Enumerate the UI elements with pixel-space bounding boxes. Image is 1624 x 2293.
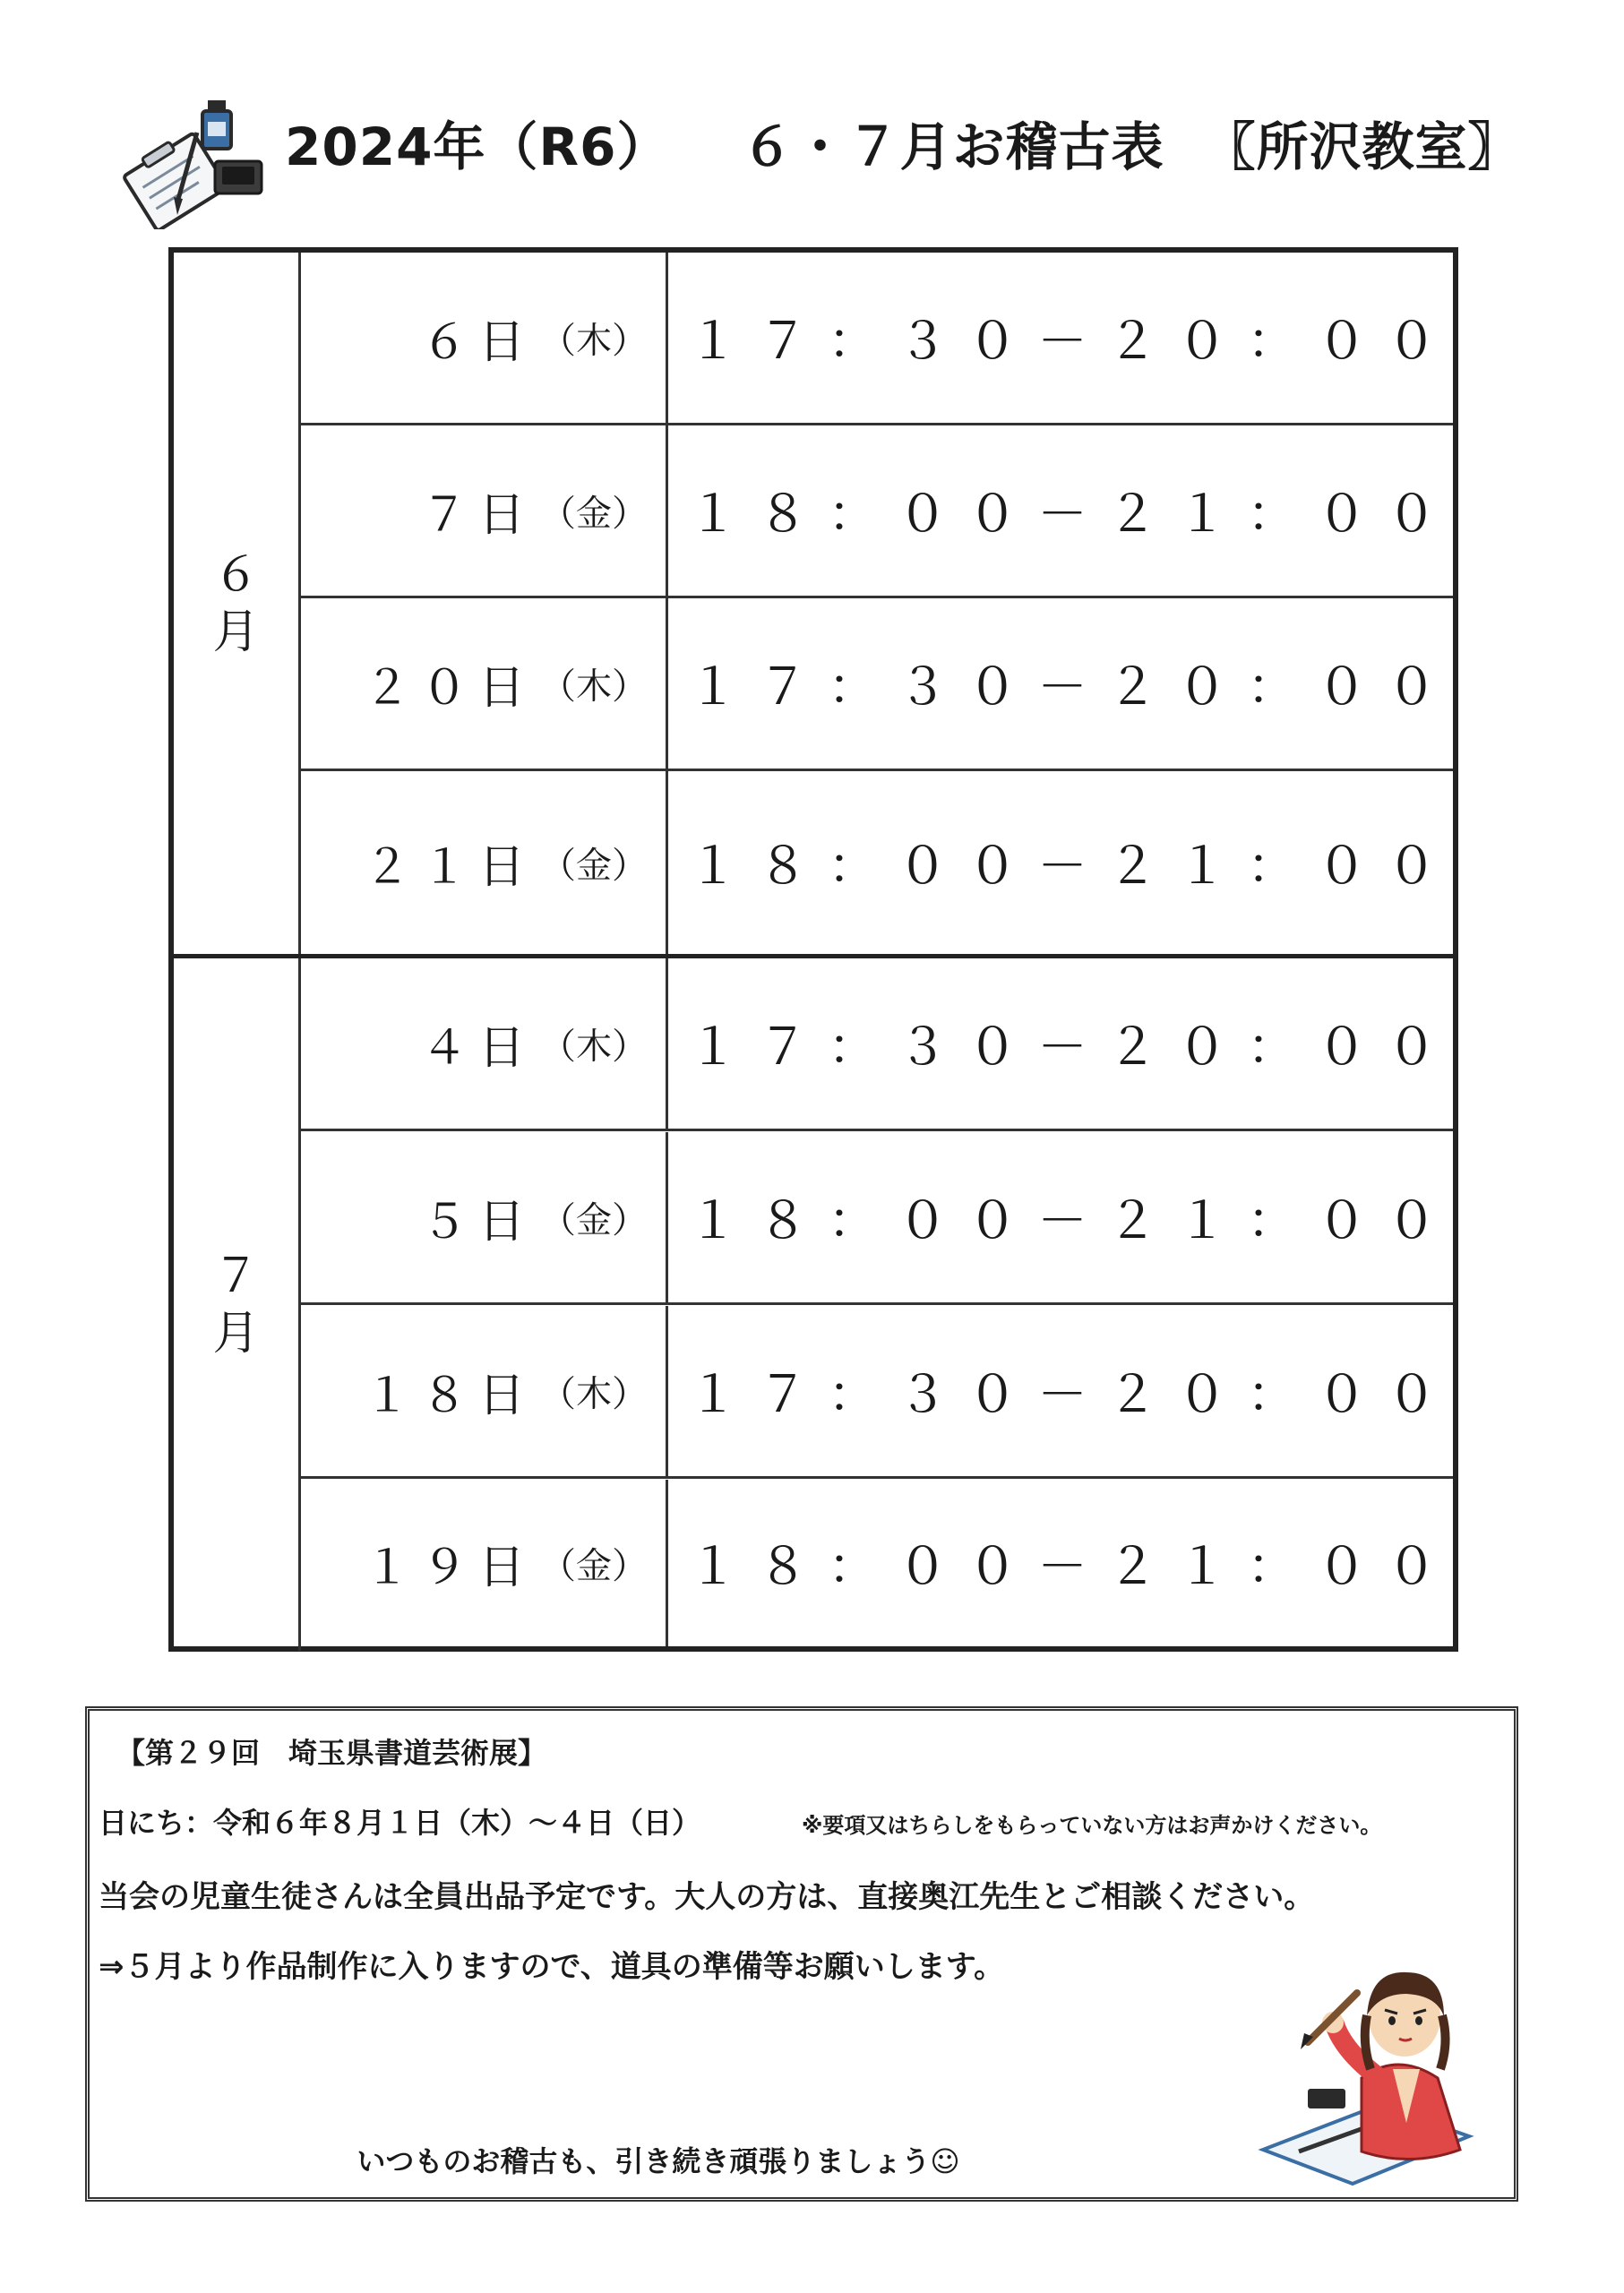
time-text: １７：３０－２０：００ (688, 658, 1456, 717)
date-cell (301, 958, 668, 1129)
weekday-text: （木） (540, 1373, 648, 1415)
month-cell (174, 253, 301, 954)
page-title (285, 116, 1521, 177)
schedule-table (168, 247, 1458, 1652)
weekday-text: （木） (540, 1026, 648, 1068)
weekday-text: （木） (540, 666, 648, 708)
month-number: ６ (212, 547, 260, 602)
schedule-row (301, 598, 1456, 771)
schedule-row (301, 425, 1456, 598)
day-text: ７日 (420, 488, 536, 543)
schedule-row (301, 253, 1456, 425)
time-text: １８：００－２１：００ (688, 1538, 1456, 1596)
title-location: 〖所沢教室〗 (1203, 116, 1521, 177)
schedule-row (301, 1480, 1456, 1646)
day-text: １９日 (363, 1541, 536, 1595)
exhibition-notice (85, 1706, 1518, 2202)
notice-heading: 【第２９回 埼玉県書道芸術展】 (116, 1736, 547, 1770)
time-text: １７：３０－２０：００ (688, 1366, 1456, 1424)
month-unit: 月 (212, 1306, 260, 1361)
schedule-row (301, 958, 1456, 1131)
day-text: ６日 (420, 315, 536, 370)
date-cell (301, 253, 668, 423)
notice-dates: 日にち：令和６年８月１日（木）～４日（日） (99, 1806, 701, 1840)
time-text: １７：３０－２０：００ (688, 1018, 1456, 1077)
weekday-text: （金） (540, 493, 648, 535)
date-cell (301, 1132, 668, 1302)
month-label (174, 1248, 298, 1362)
weekday-text: （金） (540, 1199, 648, 1241)
notice-dates-note: ※要項又はちらしをもらっていない方はお声かけください。 (802, 1813, 1382, 1838)
schedule-row (301, 771, 1456, 954)
weekday-text: （金） (540, 1545, 648, 1587)
month-label (174, 546, 298, 661)
date-cell (301, 1480, 668, 1646)
notice-plan: 当会の児童生徒さんは全員出品予定です。大人の方は、直接奥江先生とご相談ください。 (99, 1879, 1315, 1915)
schedule-row (301, 1306, 1456, 1479)
day-text: １８日 (363, 1369, 536, 1423)
title-months: ６・７月お稽古表 (741, 116, 1164, 177)
day-text: ２０日 (363, 661, 536, 716)
time-text: １８：００－２１：００ (688, 1192, 1456, 1250)
weekday-text: （金） (540, 845, 648, 887)
time-text: １８：００－２１：００ (688, 485, 1456, 544)
day-text: ２１日 (363, 840, 536, 895)
month-unit: 月 (212, 605, 260, 659)
month-number: ７ (212, 1249, 260, 1303)
time-text: １８：００－２１：００ (688, 837, 1456, 896)
month-cell (174, 958, 301, 1651)
date-cell (301, 598, 668, 769)
day-text: ５日 (420, 1195, 536, 1250)
month-group-june (174, 253, 1456, 954)
clipboard-brush-inkwell-icon (115, 97, 269, 229)
schedule-row (301, 1132, 1456, 1305)
notice-prep: ⇒５月より作品制作に入りますので、道具の準備等お願いします。 (99, 1949, 1005, 1985)
date-cell (301, 1306, 668, 1476)
title-year: 2024年（R6） (285, 116, 670, 177)
month-group-july (174, 954, 1456, 1651)
weekday-text: （木） (540, 320, 648, 362)
date-cell (301, 425, 668, 596)
calligraphy-student-icon (1245, 1944, 1514, 2186)
time-text: １７：３０－２０：００ (688, 313, 1456, 371)
date-cell (301, 771, 668, 954)
notice-closing: いつものお稽古も、引き続き頑張りましょう☺ (357, 2144, 960, 2178)
day-text: ４日 (420, 1021, 536, 1076)
